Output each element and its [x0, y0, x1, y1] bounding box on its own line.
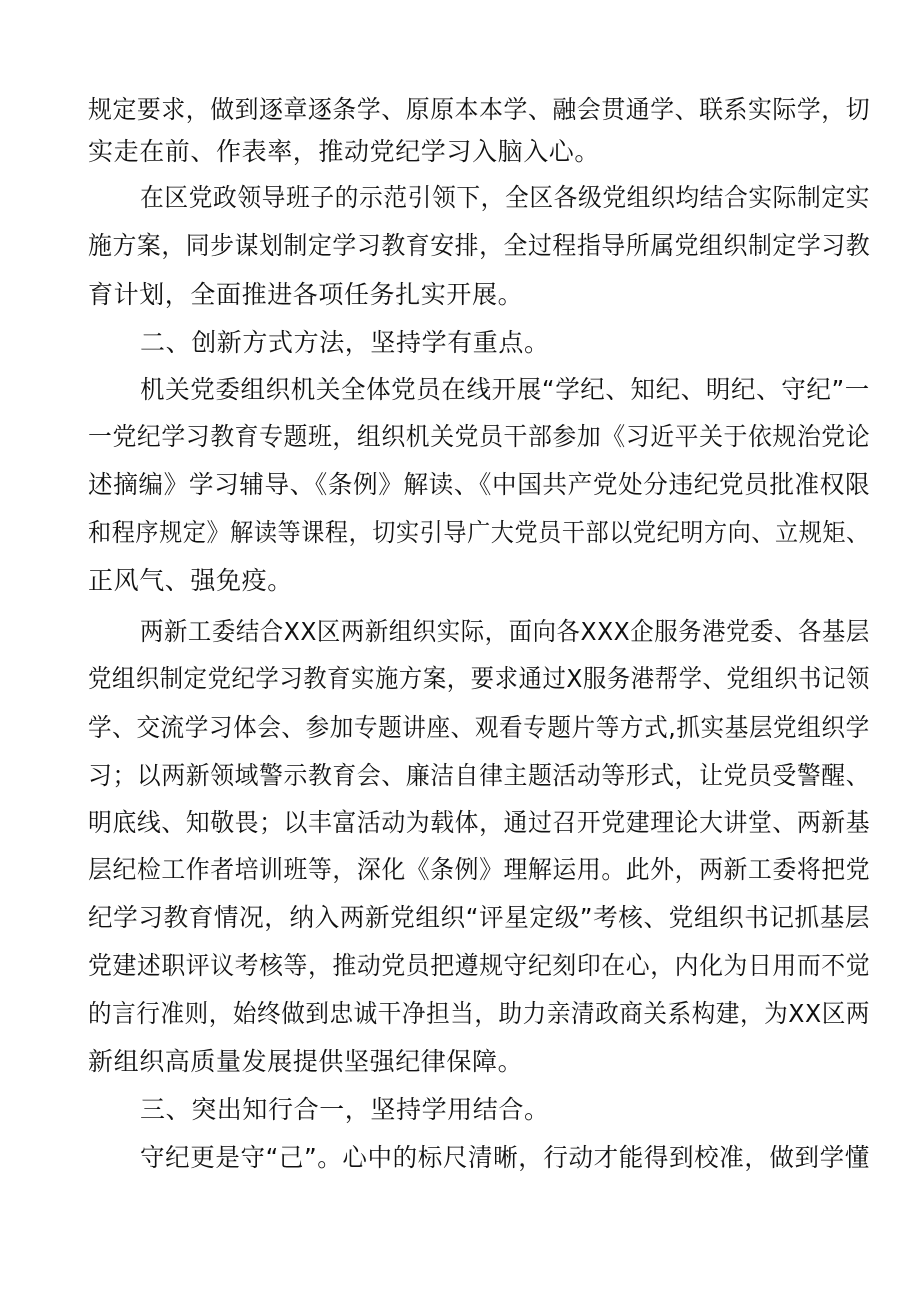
text-line: 党建述职评议考核等，推动党员把遵规守纪刻印在心，内化为日用而不觉 — [88, 951, 871, 980]
text-line: 规定要求，做到逐章逐条学、原原本本学、融会贯通学、联系实际学，切 — [88, 95, 871, 124]
text-line: 的言行准则，始终做到忠诚干净担当，助力亲清政商关系构建，为XX区两 — [88, 999, 871, 1028]
text-line: 守纪更是守“己”。心中的标尺清晰，行动才能得到校准，做到学懂 — [140, 1143, 870, 1172]
text-line: 学、交流学习体会、参加专题讲座、观看专题片等方式,抓实基层党组织学 — [88, 713, 870, 742]
text-line: 一党纪学习教育专题班，组织机关党员干部参加《习近平关于依规治党论 — [88, 422, 871, 451]
section-heading: 二、创新方式方法，坚持学有重点。 — [140, 328, 550, 357]
text-line: 正风气、强免疫。 — [88, 566, 293, 595]
text-line: 和程序规定》解读等课程，切实引导广大党员干部以党纪明方向、立规矩、 — [88, 518, 870, 547]
text-line: 党组织制定党纪学习教育实施方案，要求通过X服务港帮学、党组织书记领 — [88, 664, 870, 693]
text-line: 述摘编》学习辅导、《条例》解读、《中国共产党处分违纪党员批准权限 — [88, 470, 871, 499]
text-line: 新组织高质量发展提供坚强纪律保障。 — [88, 1047, 524, 1076]
text-line: 施方案，同步谋划制定学习教育安排，全过程指导所属党组织制定学习教 — [88, 231, 871, 260]
text-line: 育计划，全面推进各项任务扎实开展。 — [88, 280, 524, 309]
text-line: 两新工委结合XX区两新组织实际，面向各XXX企服务港党委、各基层 — [140, 617, 870, 646]
text-line: 机关党委组织机关全体党员在线开展“学纪、知纪、明纪、守纪”一 — [140, 375, 870, 404]
text-line: 在区党政领导班子的示范引领下，全区各级党组织均结合实际制定实 — [140, 183, 871, 212]
text-line: 明底线、知敬畏；以丰富活动为载体，通过召开党建理论大讲堂、两新基 — [88, 808, 871, 837]
text-line: 习；以两新领域警示教育会、廉洁自律主题活动等形式，让党员受警醒、 — [88, 761, 871, 790]
text-line: 实走在前、作表率，推动党纪学习入脑入心。 — [88, 137, 601, 166]
text-line: 纪学习教育情况，纳入两新党组织“评星定级”考核、党组织书记抓基层 — [88, 903, 871, 932]
section-heading: 三、突出知行合一，坚持学用结合。 — [140, 1095, 550, 1124]
text-line: 层纪检工作者培训班等，深化《条例》理解运用。此外，两新工委将把党 — [88, 855, 871, 884]
